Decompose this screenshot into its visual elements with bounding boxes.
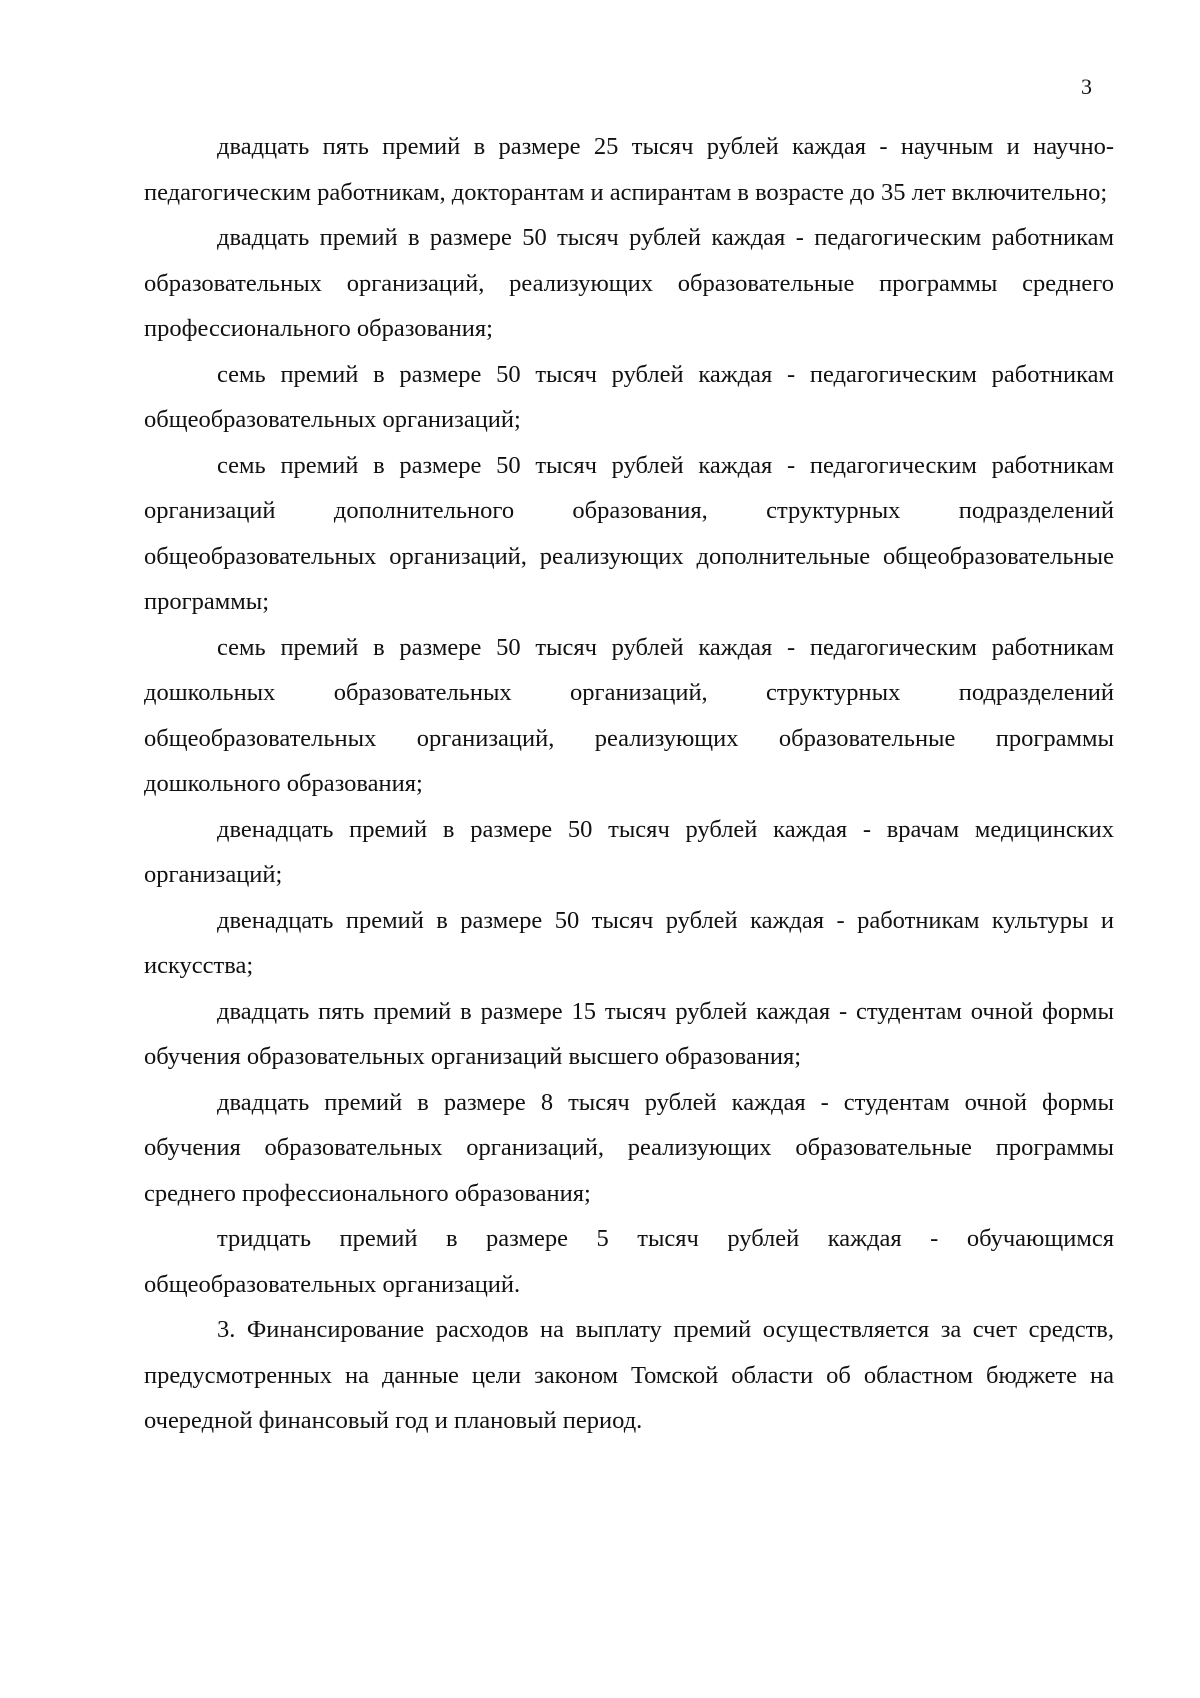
paragraph-prize-vocational-teachers: двадцать премий в размере 50 тысяч рублей каждая - педагогическим работникам образовательных организаций, реализующих образовательные программы среднего профессионального образования;	[144, 224, 1114, 342]
page-number: 3	[1081, 74, 1092, 99]
paragraph-prize-school-teachers: семь премий в размере 50 тысяч рублей каждая - педагогическим работникам общеобразовательных организаций;	[144, 360, 1114, 433]
paragraph-prize-additional-education-teachers: семь премий в размере 50 тысяч рублей каждая - педагогическим работникам организаций дополнительного образования, структурных подразделений общеобразовательных организаций, реализующих дополнительные общеобразовательные программы;	[144, 451, 1114, 615]
paragraph-prize-culture-workers: двенадцать премий в размере 50 тысяч рублей каждая - работникам культуры и искусства;	[144, 906, 1114, 979]
paragraph-prize-vocational-students: двадцать премий в размере 8 тысяч рублей каждая - студентам очной формы обучения образовательных организаций, реализующих образовательные программы среднего профессионального образования;	[144, 1088, 1114, 1207]
paragraph-prize-schoolchildren: тридцать премий в размере 5 тысяч рублей каждая - обучающимся общеобразовательных организаций.	[144, 1225, 1114, 1298]
paragraph-prize-university-students: двадцать пять премий в размере 15 тысяч рублей каждая - студентам очной формы обучения образовательных организаций высшего образования;	[144, 997, 1114, 1070]
paragraph-financing: 3. Финансирование расходов на выплату премий осуществляется за счет средств, предусмотренных на данные цели законом Томской области об областном бюджете на очередной финансовый год и плановый период.	[144, 1316, 1114, 1434]
paragraph-prize-preschool-teachers: семь премий в размере 50 тысяч рублей каждая - педагогическим работникам дошкольных образовательных организаций, структурных подразделений общеобразовательных организаций, реализующих образовательные программы дошкольного образования;	[144, 633, 1114, 797]
paragraph-prize-doctors: двенадцать премий в размере 50 тысяч рублей каждая - врачам медицинских организаций;	[144, 815, 1114, 888]
document-body	[144, 124, 1114, 1444]
paragraph-prize-scientists: двадцать пять премий в размере 25 тысяч рублей каждая - научным и научно-педагогическим работникам, докторантам и аспирантам в возрасте до 35 лет включительно;	[144, 133, 1114, 206]
